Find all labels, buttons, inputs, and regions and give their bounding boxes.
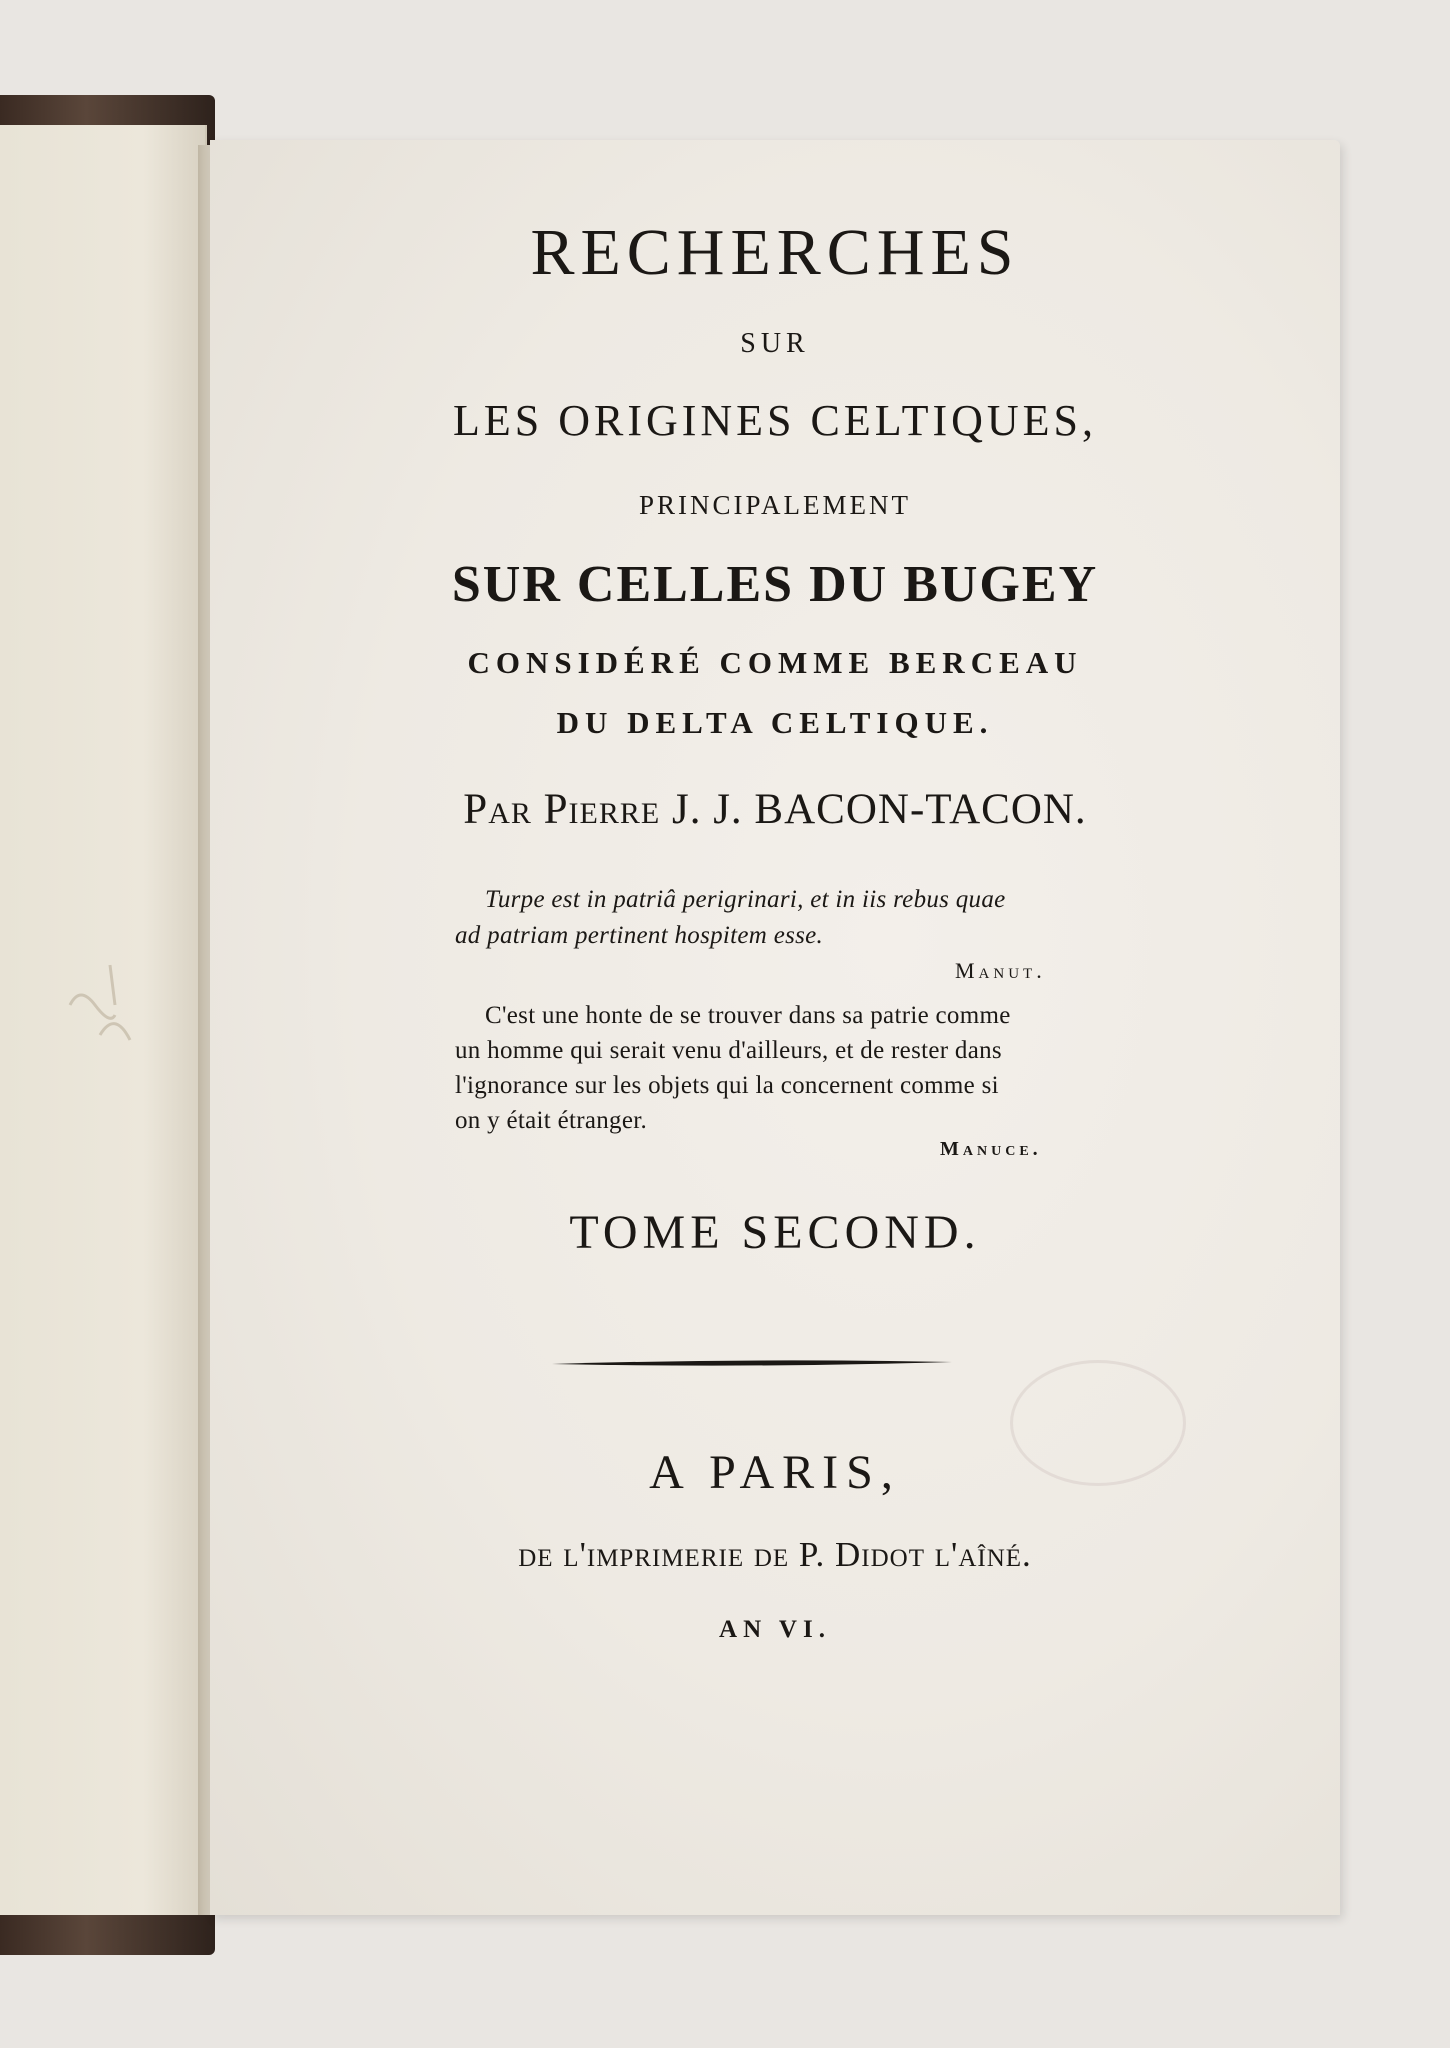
epigraph-french-line: un homme qui serait venu d'ailleurs, et de rester dans xyxy=(455,1037,1002,1064)
volume-label: TOME SECOND. xyxy=(569,1206,981,1259)
imprint-year: AN VI. xyxy=(719,1616,831,1643)
imprint-printer: de l'imprimerie de P. Didot l'aîné. xyxy=(518,1535,1032,1574)
title-page xyxy=(210,140,1340,1915)
ornamental-rule xyxy=(552,1359,952,1367)
epigraph-french xyxy=(455,998,1165,1138)
epigraph-latin xyxy=(455,882,1135,954)
epigraph-latin-attribution: Manut. xyxy=(955,958,1046,983)
pencil-marks xyxy=(50,945,150,1125)
imprint-place: A PARIS, xyxy=(649,1446,901,1499)
title-considere: CONSIDÉRÉ COMME BERCEAU xyxy=(467,645,1083,680)
title-origines: LES ORIGINES CELTIQUES, xyxy=(452,396,1098,445)
left-endpaper xyxy=(0,125,207,1915)
epigraph-french-line: on y était étranger. xyxy=(455,1107,648,1134)
epigraph-french-line: l'ignorance sur les objets qui la concernent comme si xyxy=(455,1072,999,1099)
epigraph-latin-line: Turpe est in patriâ perigrinari, et in iis rebus quae xyxy=(485,886,1006,913)
title-bugey: SUR CELLES DU BUGEY xyxy=(451,556,1099,613)
title-sur: SUR xyxy=(740,328,810,359)
title-principalement: PRINCIPALEMENT xyxy=(638,490,912,520)
epigraph-french-line: C'est une honte de se trouver dans sa patrie comme xyxy=(485,1002,1011,1029)
epigraph-latin-line: ad patriam pertinent hospitem esse. xyxy=(455,922,824,949)
title-delta: DU DELTA CELTIQUE. xyxy=(556,705,994,740)
author-line: Par Pierre J. J. BACON-TACON. xyxy=(463,786,1087,833)
epigraph-french-attribution: Manuce. xyxy=(940,1138,1042,1160)
book-title: RECHERCHES xyxy=(530,216,1020,289)
